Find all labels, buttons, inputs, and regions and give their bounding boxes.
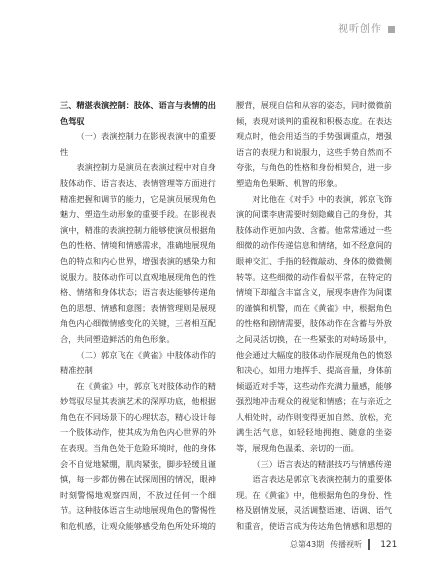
- subheading-1: （一）表演控制力在影视表演中的重要性: [60, 131, 216, 157]
- paragraph: 表演控制力是演员在表演过程中对自身肢体动作、语言表达、表情管理等方面进行精准把握和调节的能力，它是演员展现角色魅力、塑造生动形象的重要手段。在影视表演中，精准的表演控制力能够使演员根据角色的性格、情境和情感需求，准确地展现角色的特点和内心世界，增强表演的感染力和说服力。肢体动作可以直观地展现角色的性格、情绪和身体状态；语言表达能够传递角色的思想、情感和意图；表情管理则是展现角色内心细微情感变化的关键，三者相互配合，共同塑造鲜活的角色形象。: [60, 162, 216, 344]
- section-title: 视听创作: [338, 24, 382, 35]
- paragraph: 语言表达是郭京飞表演控制力的重要体现。在《黄雀》中，他根据角色的身份、性格及剧情发展，灵活调整语速、语调、语气和重音，使语言成为传达角色情感和思想的: [236, 474, 392, 532]
- right-column: [236, 98, 392, 538]
- section-heading: 三、精湛表演控制：肢体、语言与表情的出色驾驭: [60, 100, 216, 126]
- issue-number: 总第43期: [290, 540, 325, 549]
- square-icon: [388, 26, 395, 33]
- section-header: [338, 20, 395, 35]
- subheading-3: （三）语言表达的精湛技巧与情感传递: [252, 458, 392, 469]
- left-column: [60, 98, 216, 538]
- paragraph: 对比他在《对手》中的表演，郭京飞饰演的间谍李唐需要时刻隐藏自己的身份，其肢体动作更加内敛、含蓄。他常常通过一些细微的动作传递信息和情绪，如不经意间的眼神交汇、手指的轻微敲动、身体的微微侧转等。这些细微的动作看似平常，在特定的情境下却蕴含丰富含义，展现李唐作为间谍的谨慎和机警，而在《黄雀》中，根据角色的性格和剧情需要，肢体动作在含蓄与外放之间灵活切换，在一些紧张的对峙场景中，他会通过大幅度的肢体动作展现角色的愤怒和决心，如用力地挥手、提高音量，身体前倾逼近对手等，这些动作充满力量感，能够强烈地冲击观众的视觉和情感；在与亲近之人相处时，动作则变得更加自然、放松，充满生活气息，如轻轻地拥抱、随意的坐姿等，展现角色温柔、亲切的一面。: [236, 193, 392, 454]
- paragraph: 腰背，展现自信和从容的姿态，同时微微前倾，表现对谈判的重视和积极态度。在表达观点时，他会用适当的手势强调重点，增强语言的表现力和说服力，这些手势自然而不夸张，与角色的性格和身份相契合，进一步塑造角色果断、机智的形象。: [236, 100, 392, 188]
- page-footer: [290, 539, 397, 550]
- magazine-name: 传播视听: [330, 540, 363, 549]
- page-number: 121: [380, 539, 398, 550]
- paragraph: 在《黄雀》中，郭京飞对肢体动作的精妙驾驭尽显其表演艺术的深厚功底，他根据角色在不同场景下的心理状态，精心设计每一个肢体动作，使其成为角色内心世界的外在表现。当角色处于危险环境时，他的身体会不自觉地紧绷，肌肉紧张，脚步轻缓且谨慎，每一步都仿佛在试探周围的情况，眼神时刻警惕地观察四周，不放过任何一个细节。这种肢体语言生动地展现角色的警惕性和危机感，让观众能够感受角色所处环境的: [60, 380, 216, 532]
- divider: [368, 539, 370, 550]
- subheading-2: （二）郭京飞在《黄雀》中肢体动作的精准控制: [60, 349, 216, 376]
